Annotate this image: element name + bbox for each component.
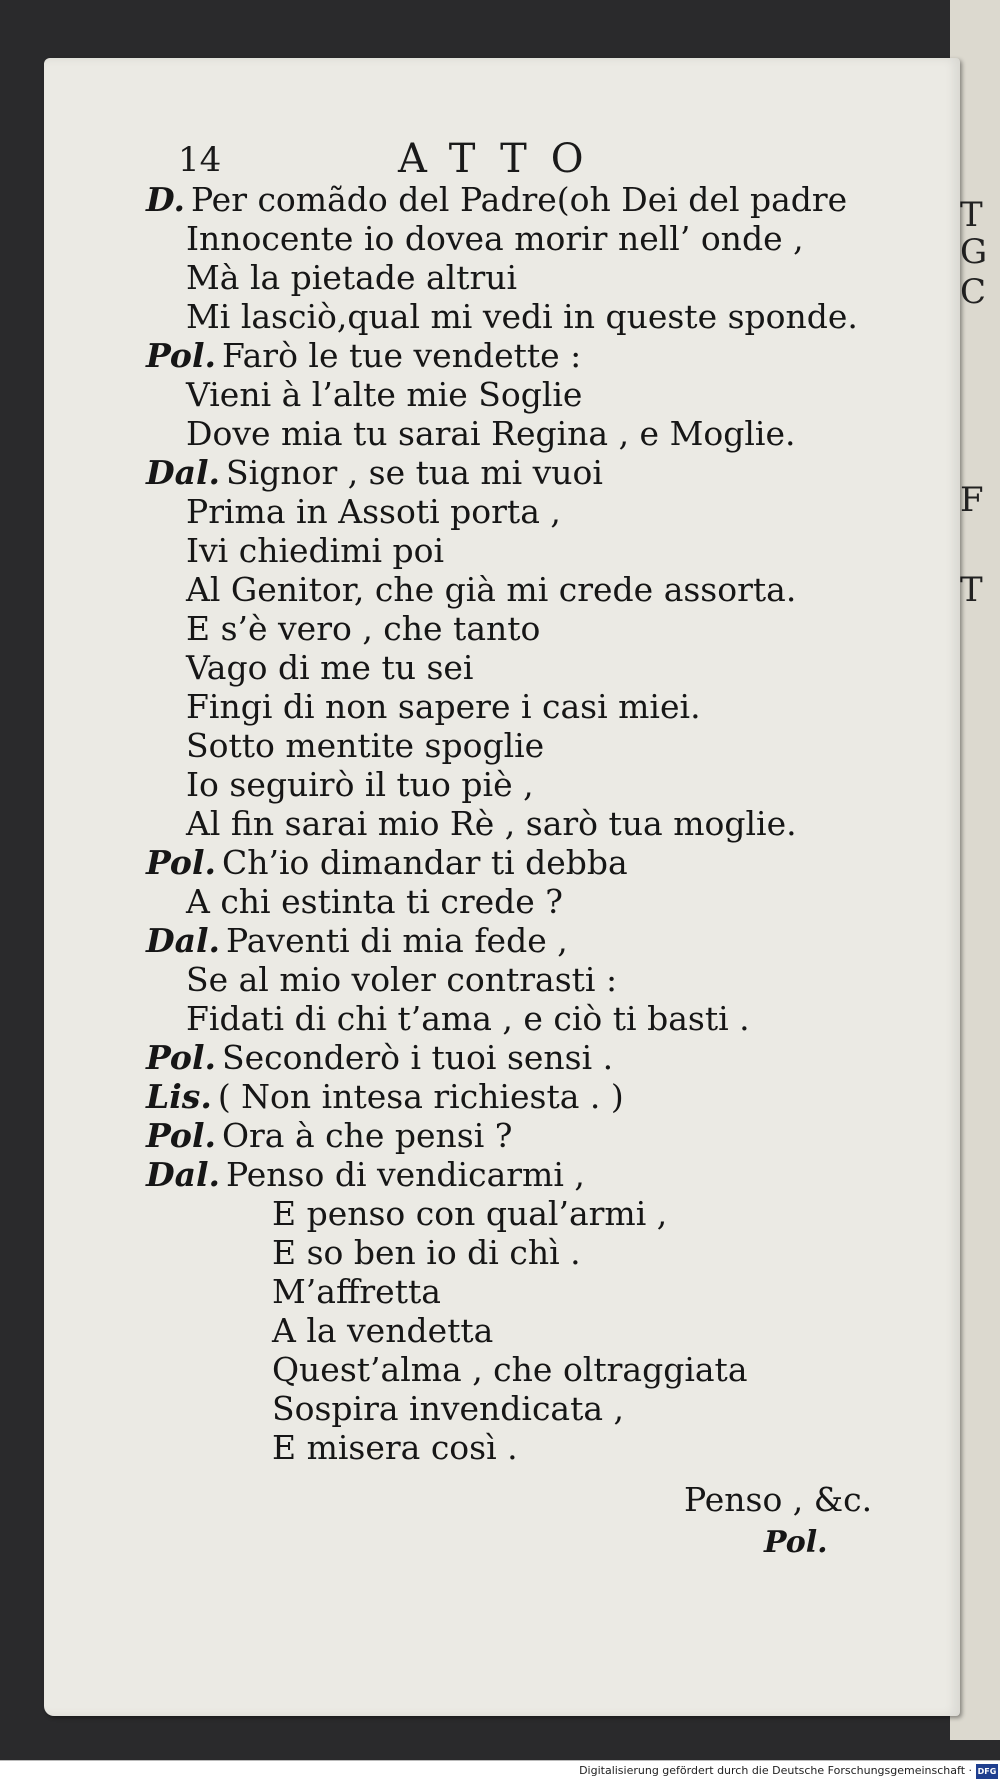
verse-text: Seconderò i tuoi sensi . [221, 1038, 614, 1077]
text-line [272, 1350, 748, 1390]
footer-bar [0, 1760, 1000, 1784]
verse-text: Penso di vendicarmi , [226, 1155, 585, 1194]
facing-page-fragment: F [960, 480, 984, 520]
text-line [186, 414, 796, 454]
speaker-label: Pol. [146, 336, 216, 375]
speaker-label: D. [146, 180, 185, 219]
text-line [186, 297, 858, 337]
verse-text: Al fin sarai mio Rè , sarò tua moglie. [186, 804, 797, 843]
text-line [146, 336, 581, 376]
verse-text: Ivi chiedimi poi [186, 531, 445, 570]
text-line [186, 648, 473, 688]
speaker-label: Dal. [146, 1155, 221, 1194]
catchword: Pol. [764, 1525, 828, 1560]
text-line [272, 1272, 441, 1312]
digitization-credit: Digitalisierung gefördert durch die Deutsche Forschungsgemeinschaft · [579, 1764, 972, 1777]
verse-text: Mi lasciò,qual mi vedi in queste sponde. [186, 297, 858, 336]
text-line [272, 1389, 624, 1429]
text-line [186, 492, 561, 532]
speaker-label: Lis. [146, 1077, 212, 1116]
text-line [186, 882, 563, 922]
verse-text: Signor , se tua mi vuoi [226, 453, 603, 492]
text-line [146, 1116, 512, 1156]
facing-page-fragment: C [960, 272, 987, 312]
text-line [186, 960, 617, 1000]
text-line [186, 375, 582, 415]
verse-text: Farò le tue vendette : [221, 336, 582, 375]
page-header [0, 136, 1000, 182]
text-line [186, 219, 804, 259]
text-line [146, 1038, 613, 1078]
text-line [272, 1428, 518, 1468]
text-line [186, 570, 796, 610]
verse-text: Fingi di non sapere i casi miei. [186, 687, 701, 726]
verse-text: Se al mio voler contrasti : [186, 960, 618, 999]
text-line [272, 1233, 581, 1273]
text-line [146, 843, 628, 883]
verse-text: Ch’io dimandar ti debba [221, 843, 628, 882]
verse-text: E so ben io di chì . [272, 1233, 581, 1272]
text-line [186, 687, 701, 727]
text-line [186, 258, 517, 298]
verse-text: Mà la pietade altrui [186, 258, 518, 297]
facing-page-fragment: G [960, 232, 988, 272]
verse-text: Paventi di mia fede , [226, 921, 568, 960]
verse-text: ( Non intesa richiesta . ) [217, 1077, 624, 1116]
verse-text: E s’è vero , che tanto [186, 609, 541, 648]
running-title: ATTO [398, 136, 608, 182]
speaker-label: Dal. [146, 453, 221, 492]
verse-text: Fidati di chi t’ama , e ciò ti basti . [186, 999, 750, 1038]
text-line [146, 1155, 585, 1195]
text-line [146, 1077, 624, 1117]
repeat-cue: Penso , &c. [684, 1480, 873, 1519]
dfg-logo: DFG [976, 1764, 998, 1779]
facing-page-fragment: T [960, 570, 983, 610]
verse-text: Dove mia tu sarai Regina , e Moglie. [186, 414, 796, 453]
speaker-label: Pol. [146, 843, 216, 882]
verse-text: Vago di me tu sei [186, 648, 474, 687]
text-line [146, 453, 603, 493]
verse-text: Io seguirò il tuo piè , [186, 765, 534, 804]
facing-page-fragment: T [960, 195, 983, 235]
speaker-label: Pol. [146, 1038, 216, 1077]
verse-text: A chi estinta ti crede ? [186, 882, 563, 921]
text-line [146, 180, 847, 220]
verse-text: E misera così . [272, 1428, 518, 1467]
text-line [272, 1311, 493, 1351]
speaker-label: Pol. [146, 1116, 216, 1155]
verse-text: Per comãdo del Padre(oh Dei del padre [190, 180, 848, 219]
page-number: 14 [178, 140, 222, 180]
text-line [186, 531, 444, 571]
text-line [186, 804, 797, 844]
text-line [186, 726, 544, 766]
verse-text: Al Genitor, che già mi crede assorta. [186, 570, 797, 609]
text-line [146, 921, 568, 961]
text-line [186, 765, 534, 805]
verse-text: Ora à che pensi ? [221, 1116, 513, 1155]
verse-text: Innocente io dovea morir nell’ onde , [186, 219, 804, 258]
verse-text: Vieni à l’alte mie Soglie [186, 375, 583, 414]
verse-text: M’affretta [272, 1272, 441, 1311]
text-line [186, 999, 750, 1039]
text-line [272, 1194, 667, 1234]
speaker-label: Dal. [146, 921, 221, 960]
verse-text: Sospira invendicata , [272, 1389, 625, 1428]
verse-text: A la vendetta [272, 1311, 494, 1350]
text-line [186, 609, 540, 649]
verse-text: Sotto mentite spoglie [186, 726, 545, 765]
verse-text: Quest’alma , che oltraggiata [272, 1350, 748, 1389]
verse-text: E penso con qual’armi , [272, 1194, 668, 1233]
verse-text: Prima in Assoti porta , [186, 492, 561, 531]
